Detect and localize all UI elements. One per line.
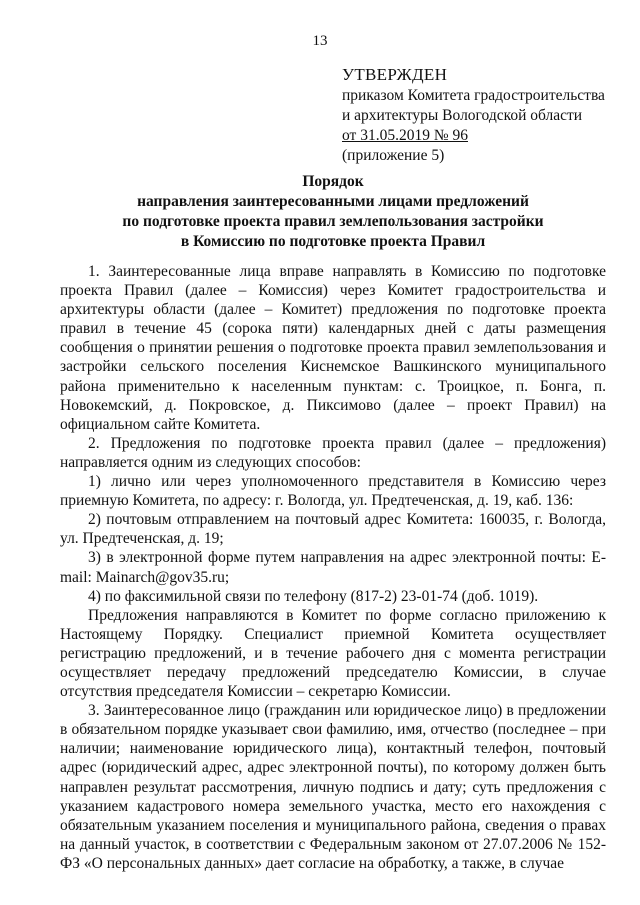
document-body [60, 262, 606, 873]
approval-line-1: приказом Комитета градостроительства [342, 87, 605, 104]
document-title [60, 172, 606, 252]
paragraph-registration: Предложения направляются в Комитет по форме согласно приложению к Настоящему Порядку. Специалист приемной Комитета осуществляет регистрацию предложений, и в течение рабочего дня с момента регистрации осуществляет передачу предложений председателю Комиссии, в случае отсутствия председателя Комиссии – секретарю Комиссии. [60, 606, 606, 701]
paragraph-method-3: 3) в электронной форме путем направления на адрес электронной почты: E-mail: Mainarch@gov35.ru; [60, 549, 606, 586]
approval-title: УТВЕРЖДЕН [342, 65, 448, 84]
paragraph-3: 3. Заинтересованное лицо (гражданин или юридическое лицо) в предложении в обязательном порядке указывает свои фамилию, имя, отчество (последнее – при наличии; наименование юридического лица), контактный телефон, почтовый адрес (юридический адрес, адрес электронной почты), по которому должен быть направлен результат рассмотрения, личную подпись и дату; суть предложения с указанием кадастрового номера земельного участка, место его нахождения с обязательным указанием поселения и муниципального района, сведения о правах на данный участок, в соответствии с Федеральным законом от 27.07.2006 № 152-ФЗ «О персональных данных» дает согласие на обработку, а также, в случае [60, 702, 606, 872]
paragraph-2: 2. Предложения по подготовке проекта правил (далее – предложения) направляется одним из следующих способов: [60, 434, 606, 471]
document-title-line-1: Порядок [302, 173, 364, 190]
approval-line-2: и архитектуры Вологодской области [342, 107, 583, 124]
approval-block [342, 64, 632, 166]
page-number: 13 [312, 33, 328, 49]
document-title-line-4: в Комиссию по подготовке проекта Правил [180, 233, 486, 250]
paragraph-1: 1. Заинтересованные лица вправе направлять в Комиссию по подготовке проекта Правил (далее – Комиссия) через Комитет градостроительства и архитектуры области (далее – Комитет) предложения по подготовке проекта правил в течение 45 (сорока пяти) календарных дней с даты размещения сообщения о принятии решения о подготовке проекта правил землепользования и застройки сельского поселения Киснемское Вашкинского муниципального района применительно к населенным пунктам: с. Троицкое, п. Бонга, п. Новокемский, д. Покровское, д. Пиксимово (далее – проект Правил) на официальном сайте Комитета. [60, 263, 606, 433]
document-title-line-2: направления заинтересованными лицами предложений [137, 193, 529, 210]
approval-appendix: (приложение 5) [342, 147, 445, 164]
approval-order-date: от 31.05.2019 № 96 [342, 127, 468, 144]
paragraph-method-2: 2) почтовым отправлением на почтовый адрес Комитета: 160035, г. Вологда, ул. Предтеченская, д. 19; [60, 511, 606, 548]
paragraph-method-4: 4) по факсимильной связи по телефону (817-2) 23-01-74 (доб. 1019). [88, 587, 539, 605]
paragraph-method-1: 1) лично или через уполномоченного представителя в Комиссию через приемную Комитета, по адресу: г. Вологда, ул. Предтеченская, д. 19, каб. 136: [60, 473, 606, 510]
document-title-line-3: по подготовке проекта правил землепользования застройки [122, 213, 544, 230]
